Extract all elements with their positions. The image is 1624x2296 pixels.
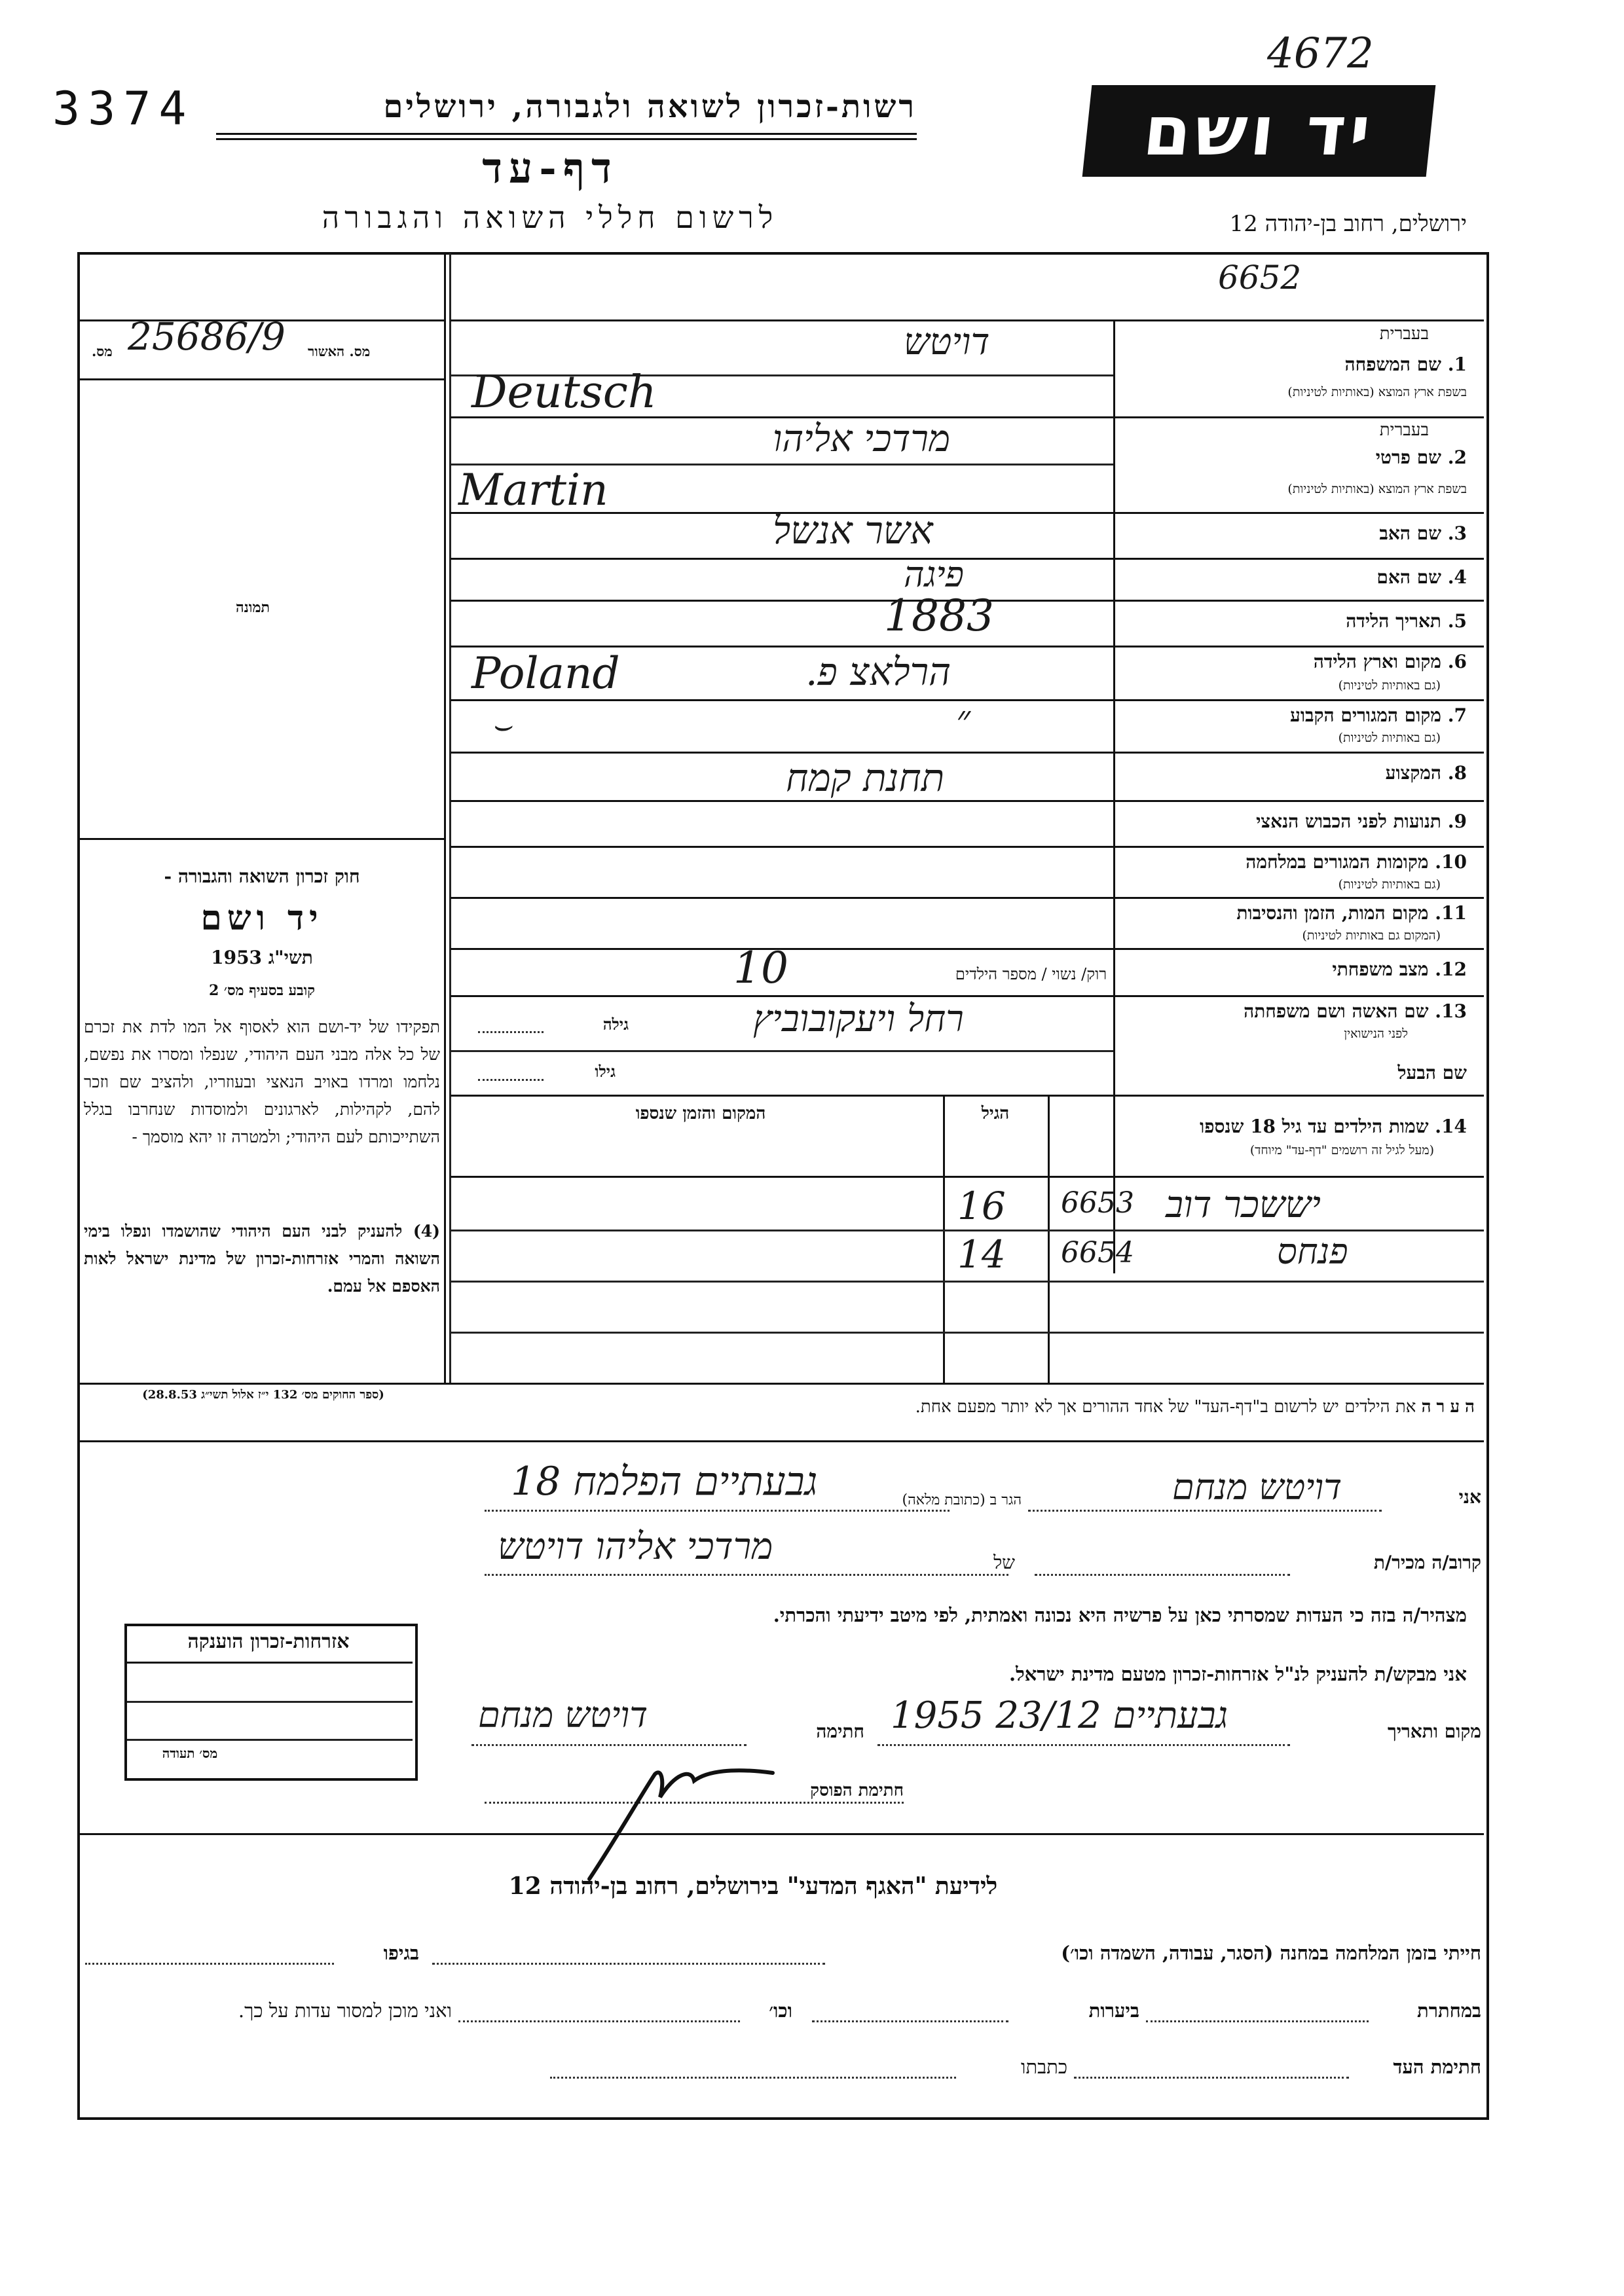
field-11-sub: (המקום גם באותיות לטיניות)	[1302, 928, 1441, 943]
of-line-1	[1035, 1574, 1290, 1576]
official-signature-scribble	[576, 1735, 786, 1892]
residence-ditto: ״	[956, 697, 971, 741]
first-name-latin: Martin	[458, 465, 608, 515]
field-4-label-text: שם האם	[1376, 566, 1442, 588]
of-value: מרדכי אליהו דויטש	[498, 1525, 773, 1568]
field-6-num: 6.	[1447, 651, 1467, 672]
field-7-num: 7.	[1447, 704, 1467, 726]
children-num: 14.	[1435, 1116, 1467, 1137]
left-column-divider-inner	[449, 253, 451, 1383]
field-10-label	[1246, 851, 1467, 873]
declaration-2: אני מבקש/ת להעניק לנ"ל אזרחות-זכרון מטעם מדינת ישראל.	[1008, 1663, 1467, 1685]
declarant-name-line	[1028, 1510, 1382, 1512]
row-line	[451, 1095, 1484, 1097]
citizenship-title: אזרחות-זכרון הוענקה	[187, 1630, 350, 1653]
no-label: מס.	[92, 343, 113, 359]
field-6-sub: (גם באותיות לטיניות)	[1338, 678, 1441, 693]
approval-label: מס. האשור	[308, 343, 371, 359]
field-13-label	[1244, 1000, 1467, 1023]
field-8-label-text: המקצוע	[1385, 762, 1442, 784]
row-line	[451, 948, 1484, 950]
place-date-label: מקום ותאריך	[1387, 1721, 1481, 1742]
footer-line2-dots-2	[812, 2020, 1008, 2022]
declaration-1: מצהיר/ה בזה כי העדות שמסרתי כאן על פרשיה היא נכונה ואמתית, לפי מיטב ידיעתי והכרתי.	[773, 1604, 1467, 1626]
footer-line2-d: ואני מוכן למסור עדות על כך.	[238, 1999, 452, 2022]
footer-line2-a: במחתרת	[1417, 1999, 1481, 2022]
children-count: 10	[733, 943, 788, 993]
signature: דויטש מנחם	[478, 1694, 648, 1736]
footer-line3-dots-2	[550, 2077, 956, 2079]
label-column-divider	[1113, 321, 1115, 1273]
file-number-top: 4672	[1267, 29, 1374, 78]
footer-line1-dots-2	[85, 1963, 334, 1965]
declarant-address-line	[485, 1510, 950, 1512]
children-row-line	[451, 1332, 1484, 1334]
profession: תחנת קמח	[786, 756, 945, 800]
approval-box-bottom	[79, 378, 445, 380]
approval-number: 25686/9	[128, 314, 286, 359]
row-line	[451, 1050, 1113, 1052]
field-5-label-text: תאריך הלידה	[1346, 610, 1442, 632]
field-6-label	[1314, 651, 1467, 673]
form-subtitle: לרשום חללי השואה והגבורה	[322, 200, 779, 235]
child-2-name: פנחס	[1277, 1231, 1348, 1272]
footer-line1-start: חייתי בזמן המלחמה במחנה (הסגר, עבודה, השמדה וכו׳)	[1061, 1942, 1481, 1964]
declarant-address-label: הגר ב (כתובת מלאה)	[902, 1492, 1022, 1508]
age-label: גילה	[602, 1015, 629, 1034]
field-10-num: 10.	[1435, 851, 1467, 873]
surname-latin: Deutsch	[471, 367, 657, 418]
law-text-2: (4) להעניק לבני העם היהודי שהושמדו ונפלו בימי השואה והמרי אזרחות-זכרון של מדינת ישראל לאות האספם אל עמם.	[84, 1222, 440, 1296]
field-2-label-text: שם פרטי	[1375, 446, 1442, 468]
archive-number: 3374	[52, 82, 194, 136]
children-place-header: המקום והזמן שנספו	[635, 1104, 766, 1123]
authority-name: רשות-זכרון לשואה ולגבורה, ירושלים	[383, 88, 917, 125]
birth-date: 1883	[884, 591, 994, 641]
authority-underline-2	[216, 138, 917, 140]
birth-place-latin: Poland	[471, 648, 620, 699]
law-clause: קובע בסעיף מס׳ 2	[208, 982, 316, 999]
husband-age-label: גילו	[595, 1062, 616, 1081]
law-year: תשי"ג 1953	[211, 947, 313, 968]
field-5-label	[1346, 610, 1467, 632]
children-table-bottom	[79, 1383, 1484, 1385]
citizenship-no-label: מס׳ תעודה	[162, 1745, 218, 1761]
children-label-text: שמות הילדים עד גיל 18 שנספו	[1200, 1116, 1429, 1137]
first-name-hebrew: מרדכי אליהו	[773, 418, 951, 460]
field-2-heb-label: בעברית	[1379, 420, 1429, 440]
field-1-num: 1.	[1447, 354, 1467, 375]
surname-hebrew: דויטש	[904, 321, 990, 363]
field-1-heb-label: בעברית	[1379, 324, 1429, 344]
children-sub: (מעל לגיל זה רושמים "דף-עד" מיוחד)	[1249, 1143, 1434, 1157]
field-7-label	[1290, 704, 1467, 727]
declarant-ani-label: אני	[1458, 1486, 1481, 1508]
birth-place-hebrew: הרלאצ פ.	[805, 649, 951, 694]
citizenship-title-line	[127, 1662, 413, 1664]
children-col-divider-1	[943, 1095, 945, 1383]
father-name: אשר אנשל	[773, 508, 933, 553]
field-11-label-text: מקום המות, הזמן והנסיבות	[1236, 902, 1429, 924]
field-7-sub: (גם באותיות לטיניות)	[1338, 731, 1441, 745]
place-date: גבעתיים 23/12 1955	[891, 1694, 1228, 1737]
law-name: יד ושם	[200, 898, 323, 938]
field-10-label-text: מקומות המגורים במלחמה	[1246, 851, 1429, 873]
field-1-label-text: שם המשפחה	[1344, 354, 1442, 375]
field-8-num: 8.	[1447, 762, 1467, 784]
relative-label: קרוב/ה מכיר/ת	[1373, 1552, 1481, 1573]
field-2-label	[1376, 446, 1467, 469]
note-label: הערה	[1421, 1397, 1480, 1417]
note-row	[458, 1397, 1480, 1417]
field-3-label	[1379, 522, 1467, 545]
field-13-sub: לפני הנישואין	[1344, 1027, 1408, 1041]
row-line	[451, 800, 1484, 802]
field-9-label-text: תנועות לפני הכבוש הנאצי	[1256, 811, 1442, 832]
field-3-num: 3.	[1447, 522, 1467, 544]
seal-label: חתימת הפוסק	[810, 1781, 904, 1800]
field-9-num: 9.	[1447, 811, 1467, 832]
children-row-line	[451, 1281, 1484, 1283]
footer-line2-dots-3	[458, 2020, 740, 2022]
residence-ditto-2: ⌣	[491, 707, 512, 744]
law-text-1: תפקידו של יד-ושם הוא לאסוף אל המו לדת את זכרם של כל אלה מבני העם היהודי, שנפלו ומסרו את נפשם, נלחמו ומרדו באויב הנאצי ובעוזריו, ולהציב שם וזכר להם, לקהילות, לארגונים ולמוסדות שנחרבו בגלל השתייכותם לעם היהודי; ולמטרה זו יהא מוסמך -	[84, 1017, 440, 1146]
field-9-label	[1256, 811, 1467, 833]
law-title: חוק זכרון השואה והגבורה -	[164, 866, 360, 887]
children-age-header: הגיל	[981, 1104, 1010, 1123]
signature-label: חתימה	[816, 1721, 864, 1742]
form-title: דף-עד	[482, 144, 618, 193]
footer-line1-dots	[432, 1963, 825, 1965]
declarant-section-bottom	[79, 1833, 1484, 1835]
field-12-label-text: מצב משפחתי	[1332, 958, 1429, 980]
field-2-num: 2.	[1447, 446, 1467, 468]
address: ירושלים, רחוב בן-יהודה 12	[1229, 211, 1467, 237]
child-1-name: יששכר דוב	[1166, 1184, 1321, 1226]
citizenship-line	[127, 1701, 413, 1703]
declarant-name: דויטש מנחם	[1172, 1467, 1342, 1508]
field-7-label-text: מקום המגורים הקבוע	[1290, 704, 1442, 726]
photo-label: תמונה	[236, 599, 270, 616]
field-4-label	[1376, 566, 1467, 589]
row-line	[451, 846, 1484, 848]
declarant-address: גבעתיים הפלמח 18	[511, 1459, 818, 1504]
row-line	[451, 646, 1484, 647]
child-2-age: 14	[957, 1232, 1006, 1277]
footer-line3-dots-1	[1074, 2077, 1349, 2079]
yad-vashem-logo	[1082, 85, 1436, 177]
row-line	[451, 897, 1484, 899]
child-1-age: 16	[957, 1184, 1006, 1228]
footer-line2-b: ביערות	[1088, 1999, 1139, 2022]
child-2-ref: 6654	[1061, 1236, 1134, 1269]
field-10-sub: (גם באותיות לטיניות)	[1338, 877, 1441, 892]
footer-line2-c: וכו׳	[769, 1999, 792, 2022]
footer-line2-dots-1	[1146, 2020, 1369, 2022]
place-date-line	[877, 1744, 1290, 1746]
law-reference: (ספר החוקים מס׳ 132 י״ז אלול תשי״ג 28.8.53)	[142, 1388, 384, 1402]
footer-line3-a: חתימת העד	[1393, 2056, 1481, 2078]
field-3-label-text: שם האב	[1379, 522, 1442, 544]
logo-text: יד ושם	[1139, 91, 1378, 171]
children-label	[1200, 1116, 1467, 1138]
row-line	[451, 995, 1484, 997]
citizenship-line	[127, 1739, 413, 1741]
note-text: את הילדים יש לרשום ב"דף-העד" של אחד ההורים אך לא יותר מפעם אחת.	[915, 1397, 1416, 1417]
record-number: 6652	[1218, 259, 1302, 297]
photo-box-bottom	[79, 838, 445, 840]
family-status-options: רוק/ נשוי / מספר הילדים	[955, 965, 1107, 983]
field-1-sub: בשפת ארץ המוצא (באותיות לטיניות)	[1287, 385, 1467, 399]
husband-label: שם הבעל	[1397, 1062, 1467, 1084]
field-12-num: 12.	[1435, 958, 1467, 980]
child-1-ref: 6653	[1061, 1186, 1134, 1220]
field-2-sub: בשפת ארץ המוצא (באותיות לטיניות)	[1287, 482, 1467, 496]
footer-line3-b: כתבתו	[1021, 2056, 1067, 2078]
row-line	[451, 558, 1484, 560]
wife-name: רחל ויעקובוביץ	[753, 998, 964, 1040]
footer-line1-end: בגיפו	[383, 1942, 419, 1964]
authority-underline	[216, 133, 917, 135]
field-4-num: 4.	[1447, 566, 1467, 588]
husband-age-line	[478, 1079, 544, 1081]
row-line	[451, 752, 1484, 754]
field-1-label	[1345, 354, 1467, 376]
field-8-label	[1386, 762, 1467, 784]
field-13-num: 13.	[1435, 1000, 1467, 1022]
field-6-label-text: מקום וארץ הלידה	[1313, 651, 1442, 672]
field-13-label-text: שם האשה ושם משפחתה	[1244, 1000, 1429, 1022]
of-label: של	[993, 1552, 1015, 1573]
children-col-divider-2	[1048, 1095, 1050, 1383]
note-bottom	[79, 1440, 1484, 1442]
of-line-2	[485, 1574, 1008, 1576]
children-row-line	[451, 1176, 1484, 1178]
age-line	[478, 1031, 544, 1033]
field-5-num: 5.	[1447, 610, 1467, 632]
field-11-label	[1236, 902, 1467, 924]
mother-name: פיגה	[904, 554, 964, 595]
field-12-label	[1332, 958, 1467, 981]
left-column-divider	[444, 253, 446, 1383]
footer-title: לידיעת "האגף המדעי" בירושלים, רחוב בן-יהודה 12	[508, 1872, 998, 1900]
field-11-num: 11.	[1435, 902, 1467, 924]
